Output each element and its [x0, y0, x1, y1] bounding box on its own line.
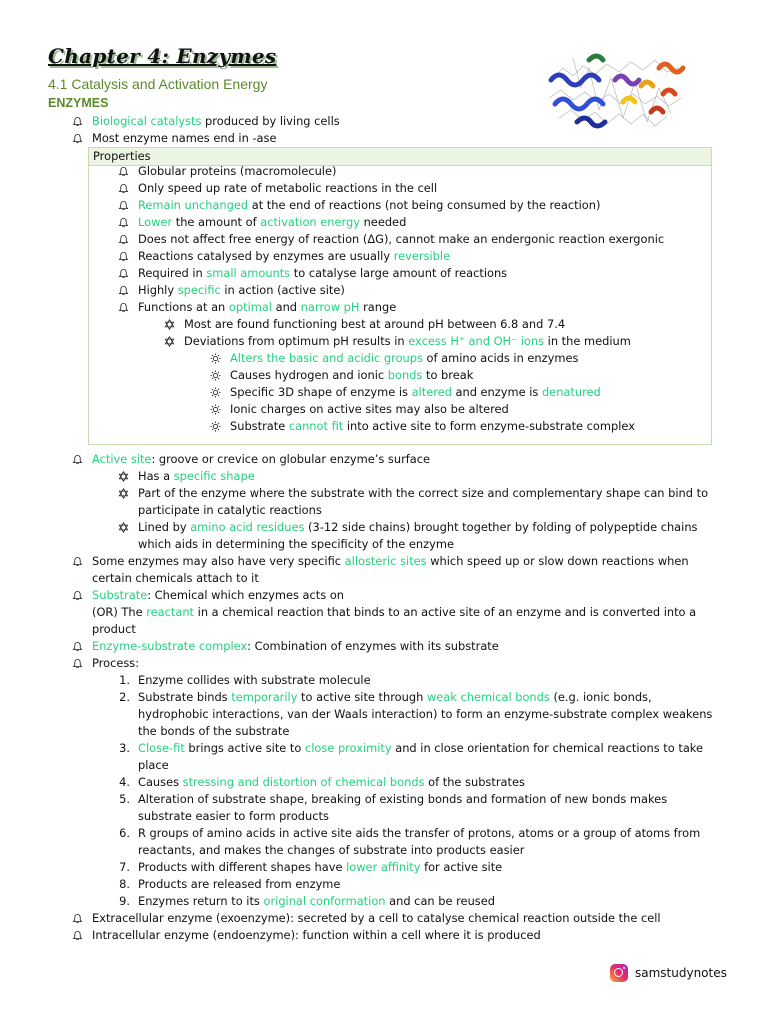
text-span: Highly — [138, 283, 178, 297]
bell-icon — [72, 451, 83, 465]
properties-header: Properties — [89, 148, 711, 166]
highlight-text: narrow pH — [300, 300, 360, 314]
note-line — [92, 621, 136, 638]
note-line — [92, 604, 696, 621]
note-line — [92, 553, 689, 570]
text-span: (e.g. ionic bonds, — [549, 690, 652, 704]
text-span: of amino acids in enzymes — [422, 351, 579, 365]
step-number: 1. — [119, 673, 130, 687]
bell-icon — [118, 197, 129, 211]
text-span: into active site to form enzyme-substrate complex — [343, 419, 635, 433]
text-span: place — [138, 758, 169, 772]
sun-icon — [210, 418, 221, 432]
text-span: Functions at an — [138, 300, 229, 314]
text-span: Some enzymes may also have very specific — [92, 554, 345, 568]
chapter-title: Chapter 4: Enzymes — [48, 44, 277, 68]
text-span: in action (active site) — [220, 283, 345, 297]
text-span: Only speed up rate of metabolic reactions in the cell — [138, 181, 438, 195]
note-line — [138, 723, 289, 740]
text-span: and can be reused — [385, 894, 495, 908]
highlight-text: Alters the basic and acidic groups — [230, 351, 423, 365]
text-span: Substrate binds — [138, 690, 232, 704]
text-span: Causes hydrogen and ionic — [230, 368, 388, 382]
bell-icon — [72, 113, 83, 127]
text-span: hydrophobic interactions, van der Waals interaction) to form an enzyme-substrate complex weakens — [138, 707, 713, 721]
note-line — [138, 197, 600, 214]
note-line — [138, 536, 454, 553]
star-icon — [164, 316, 175, 330]
text-span: of the substrates — [424, 775, 525, 789]
highlight-text: altered — [411, 385, 452, 399]
bell-icon — [118, 248, 129, 262]
highlight-text: activation energy — [260, 215, 360, 229]
text-span: reactants, and makes the changes of substrate into products easier — [138, 843, 525, 857]
text-span: Lined by — [138, 520, 191, 534]
highlight-text: Active site — [92, 452, 152, 466]
step-number: 4. — [119, 775, 130, 789]
text-span: to break — [422, 368, 474, 382]
text-span: product — [92, 622, 136, 636]
text-span: Part of the enzyme where the substrate with the correct size and complementary shape can bind to — [138, 486, 709, 500]
footer-social — [610, 964, 727, 982]
bell-icon — [72, 655, 83, 669]
bell-icon — [118, 180, 129, 194]
highlight-text: reversible — [393, 249, 451, 263]
bell-icon — [118, 163, 129, 177]
note-line — [92, 130, 276, 147]
text-span: Enzyme collides with substrate molecule — [138, 673, 371, 687]
highlight-text: optimal — [228, 300, 272, 314]
note-line — [92, 587, 344, 604]
section-title: 4.1 Catalysis and Activation Energy — [48, 76, 268, 92]
text-span: brings active site to — [184, 741, 305, 755]
text-span: Substrate — [230, 419, 289, 433]
note-line — [119, 740, 703, 757]
note-line — [92, 655, 139, 672]
note-line — [92, 451, 430, 468]
note-line — [119, 672, 371, 689]
text-span: Specific 3D shape of enzyme is — [230, 385, 412, 399]
highlight-text: cannot fit — [288, 419, 344, 433]
highlight-text: Enzyme-substrate complex — [92, 639, 248, 653]
note-line — [230, 401, 509, 418]
text-span: substrate easier to form products — [138, 809, 329, 823]
text-span: Globular proteins (macromolecule) — [138, 164, 337, 178]
text-span: the bonds of the substrate — [138, 724, 290, 738]
note-line — [138, 248, 450, 265]
text-span: to active site through — [297, 690, 427, 704]
text-span: Process: — [92, 656, 140, 670]
highlight-text: specific shape — [173, 469, 255, 483]
step-number: 5. — [119, 792, 130, 806]
highlight-text: original conformation — [263, 894, 386, 908]
note-line — [92, 910, 661, 927]
note-line — [119, 774, 525, 791]
step-number: 7. — [119, 860, 130, 874]
text-span: Deviations from optimum pH results in — [184, 334, 409, 348]
note-line — [92, 927, 541, 944]
bell-icon — [72, 587, 83, 601]
highlight-text: amino acid residues — [190, 520, 305, 534]
note-line — [230, 350, 578, 367]
highlight-text: stressing and distortion of chemical bonds — [182, 775, 425, 789]
note-line — [119, 825, 701, 842]
note-line — [138, 808, 329, 825]
note-line — [138, 214, 406, 231]
note-line — [92, 570, 259, 587]
bell-icon — [72, 927, 83, 941]
highlight-text: Remain unchanged — [138, 198, 249, 212]
text-span: R groups of amino acids in active site aids the transfer of protons, atoms or a group of atoms from — [138, 826, 701, 840]
text-span: at the end of reactions (not being consumed by the reaction) — [248, 198, 601, 212]
note-line — [138, 485, 708, 502]
text-span: Required in — [138, 266, 207, 280]
text-span: in the medium — [544, 334, 631, 348]
star-icon — [118, 468, 129, 482]
step-number: 9. — [119, 894, 130, 908]
note-line — [138, 757, 169, 774]
highlight-text: small amounts — [206, 266, 291, 280]
text-span: : Chemical which enzymes acts on — [147, 588, 345, 602]
step-number: 6. — [119, 826, 130, 840]
note-line — [119, 791, 668, 808]
text-span: (3-12 side chains) brought together by folding of polypeptide chains — [304, 520, 698, 534]
highlight-text: specific — [177, 283, 221, 297]
notes-content — [72, 113, 722, 953]
text-span: Enzymes return to its — [138, 894, 264, 908]
text-span: Reactions catalysed by enzymes are usually — [138, 249, 394, 263]
text-span: which speed up or slow down reactions when — [426, 554, 689, 568]
note-line — [230, 384, 601, 401]
highlight-text: close proximity — [304, 741, 392, 755]
text-span: to catalyse large amount of reactions — [290, 266, 508, 280]
note-line — [138, 299, 396, 316]
text-span: and in close orientation for chemical reactions to take — [391, 741, 703, 755]
highlight-text: Lower — [138, 215, 173, 229]
bell-icon — [118, 231, 129, 245]
note-line — [119, 893, 495, 910]
enzymes-heading: ENZYMES — [48, 96, 109, 110]
note-line — [138, 842, 524, 859]
highlight-text: temporarily — [231, 690, 298, 704]
note-line — [230, 367, 473, 384]
star-icon — [164, 333, 175, 347]
step-number: 2. — [119, 690, 130, 704]
note-line — [119, 876, 341, 893]
text-span: Products are released from enzyme — [138, 877, 341, 891]
note-line — [138, 265, 507, 282]
text-span: for active site — [420, 860, 503, 874]
text-span: : Combination of enzymes with its substrate — [247, 639, 499, 653]
note-line — [138, 706, 712, 723]
note-line — [138, 231, 664, 248]
text-span: : groove or crevice on globular enzyme’s surface — [151, 452, 431, 466]
note-line — [119, 859, 503, 876]
highlight-text: excess H⁺ and OH⁻ ions — [408, 334, 545, 348]
text-span: produced by living cells — [201, 114, 340, 128]
note-line — [92, 113, 340, 130]
highlight-text: weak chemical bonds — [426, 690, 550, 704]
text-span: Most are found functioning best at around pH between 6.8 and 7.4 — [184, 317, 566, 331]
bell-icon — [118, 214, 129, 228]
text-span: Intracellular enzyme (endoenzyme): function within a cell where it is produced — [92, 928, 541, 942]
text-span: Has a — [138, 469, 174, 483]
text-span: Products with different shapes have — [138, 860, 347, 874]
note-line — [138, 180, 437, 197]
text-span: Does not affect free energy of reaction (ΔG), cannot make an endergonic reaction exergonic — [138, 232, 665, 246]
note-line — [92, 638, 499, 655]
note-line — [138, 282, 345, 299]
note-line — [138, 163, 336, 180]
highlight-text: bonds — [387, 368, 423, 382]
highlight-text: reactant — [146, 605, 195, 619]
text-span: range — [359, 300, 397, 314]
highlight-text: Substrate — [92, 588, 148, 602]
highlight-text: allosteric sites — [344, 554, 427, 568]
note-line — [184, 333, 631, 350]
highlight-text: denatured — [541, 385, 601, 399]
footer-handle: samstudynotes — [635, 966, 727, 980]
star-icon — [118, 519, 129, 533]
text-span: and enzyme is — [451, 385, 542, 399]
bell-icon — [72, 638, 83, 652]
note-line — [184, 316, 565, 333]
text-span: participate in catalytic reactions — [138, 503, 322, 517]
bell-icon — [118, 282, 129, 296]
sun-icon — [210, 350, 221, 364]
bell-icon — [118, 299, 129, 313]
text-span: and — [271, 300, 301, 314]
bell-icon — [72, 553, 83, 567]
instagram-icon — [610, 964, 628, 982]
text-span: (OR) The — [92, 605, 147, 619]
text-span: Most enzyme names end in -ase — [92, 131, 277, 145]
sun-icon — [210, 367, 221, 381]
note-line — [138, 468, 255, 485]
text-span: in a chemical reaction that binds to an active site of an enzyme and is converted into a — [194, 605, 697, 619]
text-span: Alteration of substrate shape, breaking of existing bonds and formation of new bonds makes — [138, 792, 668, 806]
highlight-text: lower affinity — [346, 860, 421, 874]
text-span: the amount of — [172, 215, 261, 229]
star-icon — [118, 485, 129, 499]
note-line — [230, 418, 635, 435]
step-number: 8. — [119, 877, 130, 891]
note-line — [119, 689, 652, 706]
sun-icon — [210, 401, 221, 415]
note-line — [138, 502, 322, 519]
step-number: 3. — [119, 741, 130, 755]
text-span: Extracellular enzyme (exoenzyme): secreted by a cell to catalyse chemical reaction outside the cell — [92, 911, 661, 925]
text-span: which aids in determining the specificity of the enzyme — [138, 537, 454, 551]
highlight-text: Biological catalysts — [92, 114, 202, 128]
text-span: Causes — [138, 775, 183, 789]
highlight-text: Close-fit — [138, 741, 185, 755]
bell-icon — [118, 265, 129, 279]
note-line — [138, 519, 697, 536]
text-span: certain chemicals attach to it — [92, 571, 259, 585]
bell-icon — [72, 910, 83, 924]
text-span: Ionic charges on active sites may also be altered — [230, 402, 509, 416]
sun-icon — [210, 384, 221, 398]
text-span: needed — [359, 215, 407, 229]
bell-icon — [72, 130, 83, 144]
